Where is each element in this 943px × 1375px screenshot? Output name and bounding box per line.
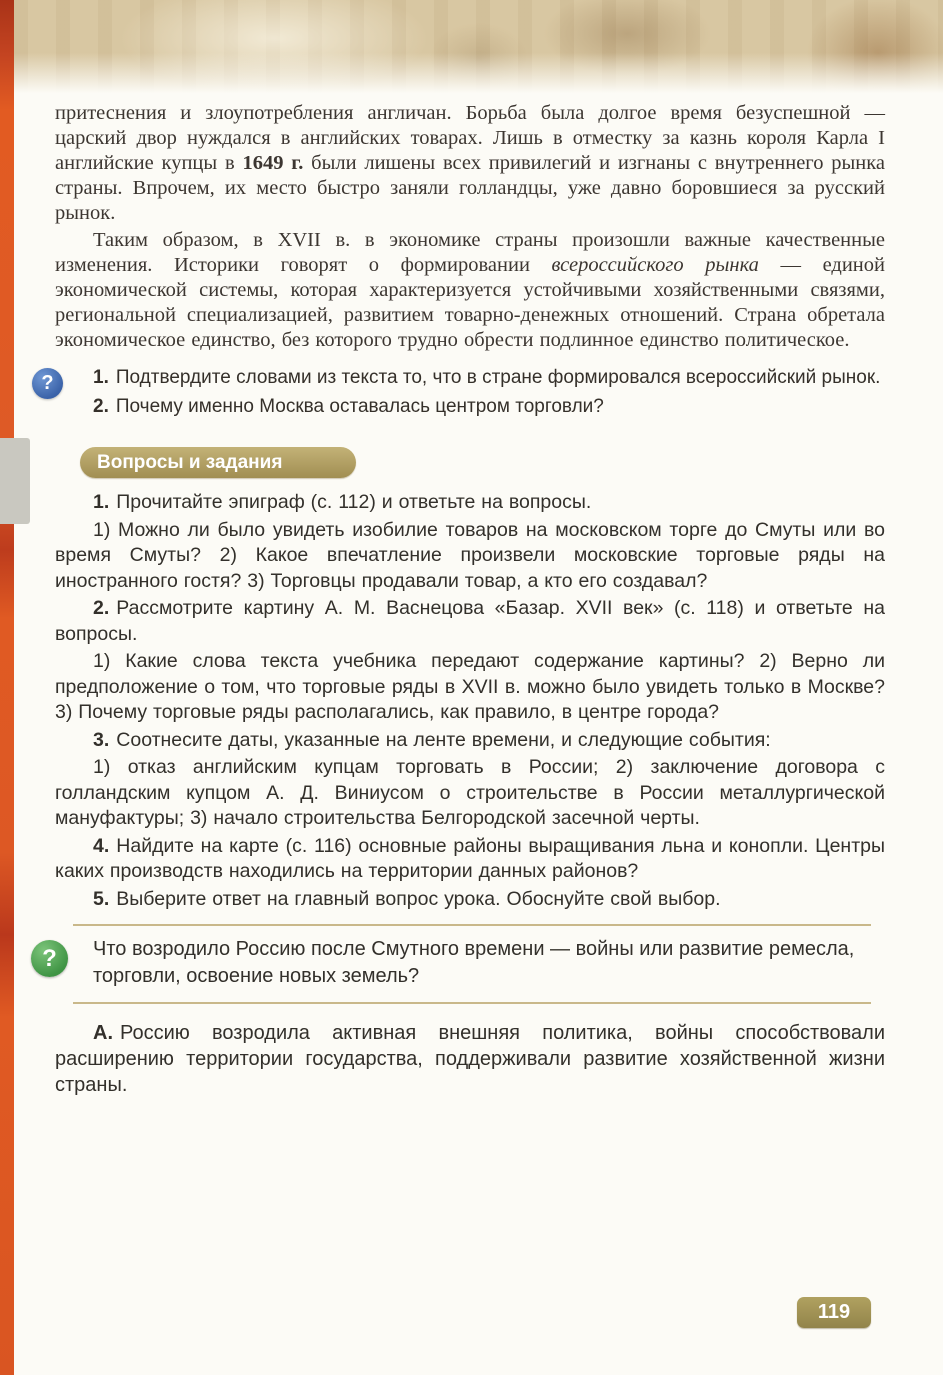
- section-header-questions-and-tasks: [80, 447, 356, 478]
- paragraph-english-merchants: [55, 101, 885, 226]
- task-3: [55, 728, 885, 754]
- task-number: 1.: [93, 491, 110, 513]
- page-number: 119: [817, 1301, 851, 1323]
- page-edge-strip: [0, 0, 14, 1375]
- task-text: 1) Можно ли было увидеть изобилие товаров на московском торге до Смуты или во время Смуты? 2) Какое впечатление произвели московские торговые ряды на иностранного гостя? 3) Торговцы продавали товар, а кто его создавал?: [55, 518, 885, 592]
- question-glyph: ?: [42, 944, 57, 972]
- task-text: Рассмотрите картину А. М. Васнецова «Базар. XVII век» (с. 118) и ответьте на вопросы.: [55, 597, 885, 645]
- task-text: Прочитайте эпиграф (с. 112) и ответьте на вопросы.: [116, 491, 592, 513]
- inline-questions-block: [41, 365, 885, 419]
- task-3-subquestions: [55, 755, 885, 832]
- answer-paragraph: [55, 1020, 885, 1098]
- divider-rule-bottom: [73, 1002, 871, 1004]
- inline-question-1: [93, 365, 885, 390]
- answer-label: А.: [93, 1022, 113, 1044]
- paragraph-all-russian-market: [55, 228, 885, 353]
- answer-text: Россию возродила активная внешняя политика, войны способствовали расширению территории государства, поддерживали развитие хозяйственной жизни страны.: [55, 1022, 885, 1096]
- task-number: 2.: [93, 597, 110, 619]
- inline-question-2: [93, 394, 885, 419]
- task-text: 1) отказ английским купцам торговать в России; 2) заключение договора с голландским купцом А. Д. Виниусом о строительстве в России металлургической мануфактуры; 3) начало строительства Белгородской засечной черты.: [55, 756, 885, 829]
- task-text: Найдите на карте (с. 116) основные районы выращивания льна и конопли. Центры каких производств находились на территории данных районов?: [55, 834, 885, 882]
- question-number: 1.: [93, 367, 109, 388]
- task-number: 5.: [93, 887, 110, 910]
- task-text: 1) Какие слова текста учебника передают содержание картины? 2) Верно ли предположение о том, что торговые ряды в XVII в. можно было увидеть только в Москве? 3) Почему торговые ряды располагались, как правило, в центре города?: [55, 650, 885, 723]
- tasks-list: [55, 490, 885, 912]
- task-2: [55, 596, 885, 647]
- paragraph-text: Таким образом, в XVII в. в экономике страны произошли важные качественные изменения. Историки говорят о формировании: [55, 229, 885, 276]
- paragraph-text: притеснения и злоупотребления англичан. Борьба была долгое время безуспешной — царский двор нуждался в английских товарах. Лишь в отместку за казнь короля Карла I английские купцы в: [55, 102, 885, 174]
- section-title: Вопросы и задания: [97, 452, 283, 473]
- question-text: Подтвердите словами из текста то, что в стране формировался всероссийский рынок.: [115, 367, 881, 388]
- task-number: 4.: [93, 834, 110, 857]
- page-content: [41, 96, 886, 1098]
- question-glyph: ?: [41, 372, 54, 394]
- question-text: Почему именно Москва оставалась центром торговли?: [115, 396, 604, 417]
- main-question-text: Что возродило Россию после Смутного времени — войны или развитие ремесла, торговли, освоение новых земель?: [93, 938, 855, 987]
- margin-grey-tab: [0, 438, 30, 524]
- bold-year-1649: 1649 г.: [242, 152, 304, 174]
- divider-rule-top: [73, 924, 871, 926]
- task-text: Выберите ответ на главный вопрос урока. Обоснуйте свой выбор.: [116, 887, 721, 910]
- task-5: [55, 887, 885, 913]
- task-1: [55, 490, 885, 516]
- italic-term: всероссийского рынка: [551, 254, 759, 276]
- page-number-badge: [797, 1297, 871, 1328]
- task-number: 3.: [93, 728, 110, 751]
- question-mark-icon-blue: [32, 368, 63, 399]
- question-mark-icon-green: [31, 940, 68, 977]
- task-2-subquestions: [55, 649, 885, 726]
- header-artwork-band: [14, 0, 943, 96]
- question-number: 2.: [93, 396, 109, 417]
- task-4: [55, 834, 885, 885]
- main-question-block: [42, 936, 885, 990]
- paragraph-text: — единой экономической системы, которая характеризуется устойчивыми хозяйственными связями, региональной специализацией, развитием товарно-денежных отношений. Страна обретала экономическое единство, без которого трудно обрести подлинное единство политическое.: [55, 254, 886, 351]
- task-text: Соотнесите даты, указанные на ленте времени, и следующие события:: [116, 728, 771, 751]
- paragraph-text: были лишены всех привилегий и изгнаны с внутреннего рынка страны. Впрочем, их место быстро заняли голландцы, уже давно боровшиеся за русский рынок.: [55, 152, 885, 224]
- task-1-subquestions: [55, 518, 885, 595]
